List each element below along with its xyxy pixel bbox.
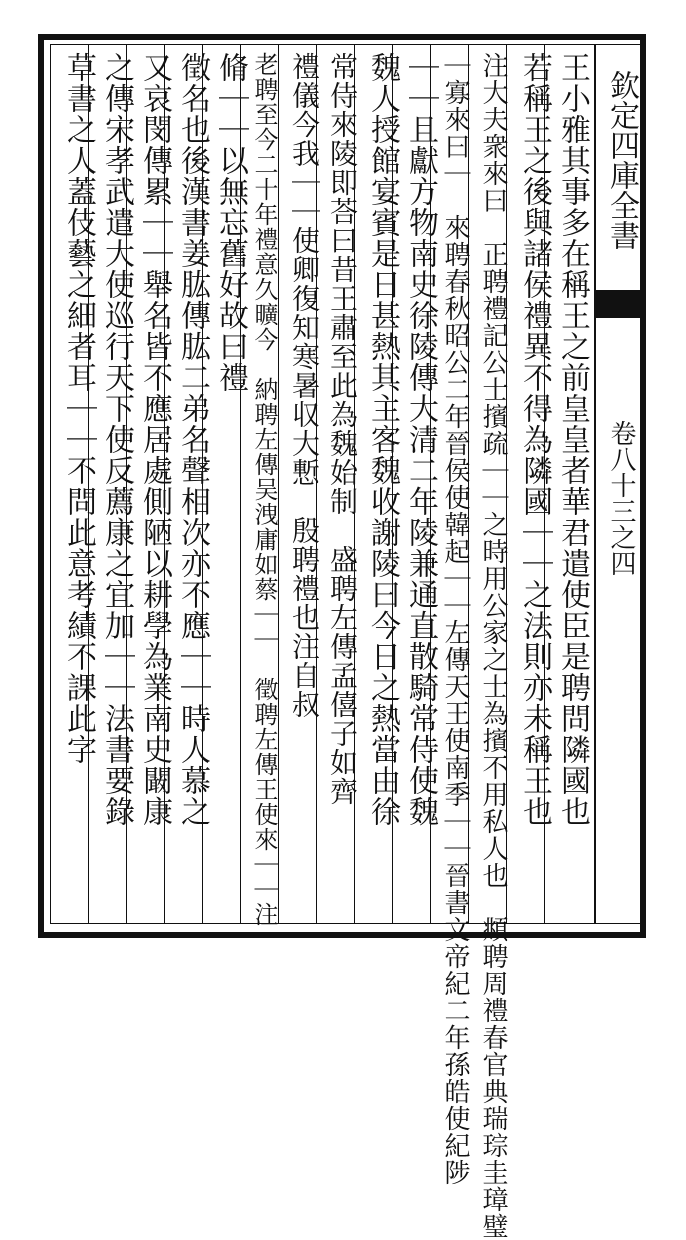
text-column-7: 常侍來陵即荅曰昔王肅至此為魏始制 盛聘左傳孟僖子如齊 bbox=[326, 52, 359, 806]
text-column-1: 王小雅其事多在稱王之前皇皇者華君遣使臣是聘問隣國也 bbox=[555, 52, 590, 827]
text-column-14: 草書之人蓋伎藝之細者耳｜｜不問此意考績不課此字 bbox=[61, 52, 96, 765]
fish-tail-mark-icon bbox=[596, 290, 644, 318]
volume-label: 卷八十三之四 bbox=[606, 420, 636, 576]
text-column-12: 又哀閔傳累｜｜舉名皆不應居處側陋以耕學為業南史闞康 bbox=[137, 52, 172, 827]
book-title: 欽定四庫全書 bbox=[604, 70, 639, 250]
text-column-5: ｜｜且獻方物南史徐陵傳大清二年陵兼通直散騎常侍使魏 bbox=[403, 52, 438, 827]
text-column-11: 徵名也後漢書姜肱傳肱二弟名聲相次亦不應｜｜時人慕之 bbox=[175, 52, 210, 827]
text-column-8: 禮儀今我｜｜使卿復知寒暑収大慙 殷聘禮也注自叔 bbox=[288, 52, 321, 719]
text-column-2: 若稱王之後與諸侯禮異不得為隣國｜｜之法則亦未稱王也 bbox=[517, 52, 552, 827]
text-column-3: 注大夫衆來曰 正聘禮記公士擯疏｜｜之時用公家之士為擯不用私人也 頫聘周禮春官典瑞琮圭璋璧 bbox=[478, 52, 508, 1240]
text-column-6: 魏人授館宴賓是日甚熱其主客魏收謝陵曰今日之熱當由徐 bbox=[365, 52, 400, 827]
column-rule bbox=[278, 44, 279, 924]
text-column-13: 之傳宋孝武遣大使巡行天下使反薦康之宜加｜｜法書要錄 bbox=[99, 52, 134, 827]
text-column-9: 老聘至今二十年禮意久曠今 納聘左傳吴洩庸如蔡｜｜ 徵聘左傳王使來｜｜注 bbox=[250, 52, 278, 927]
text-column-4: ｜寡來曰｜ 來聘春秋昭公二年晉侯使韓起｜｜左傳天王使南季｜｜晉書文帝紀二年孫皓使紀陟 bbox=[440, 52, 470, 1186]
text-column-10: 脩｜｜以無忘舊好故曰禮 bbox=[213, 52, 248, 393]
